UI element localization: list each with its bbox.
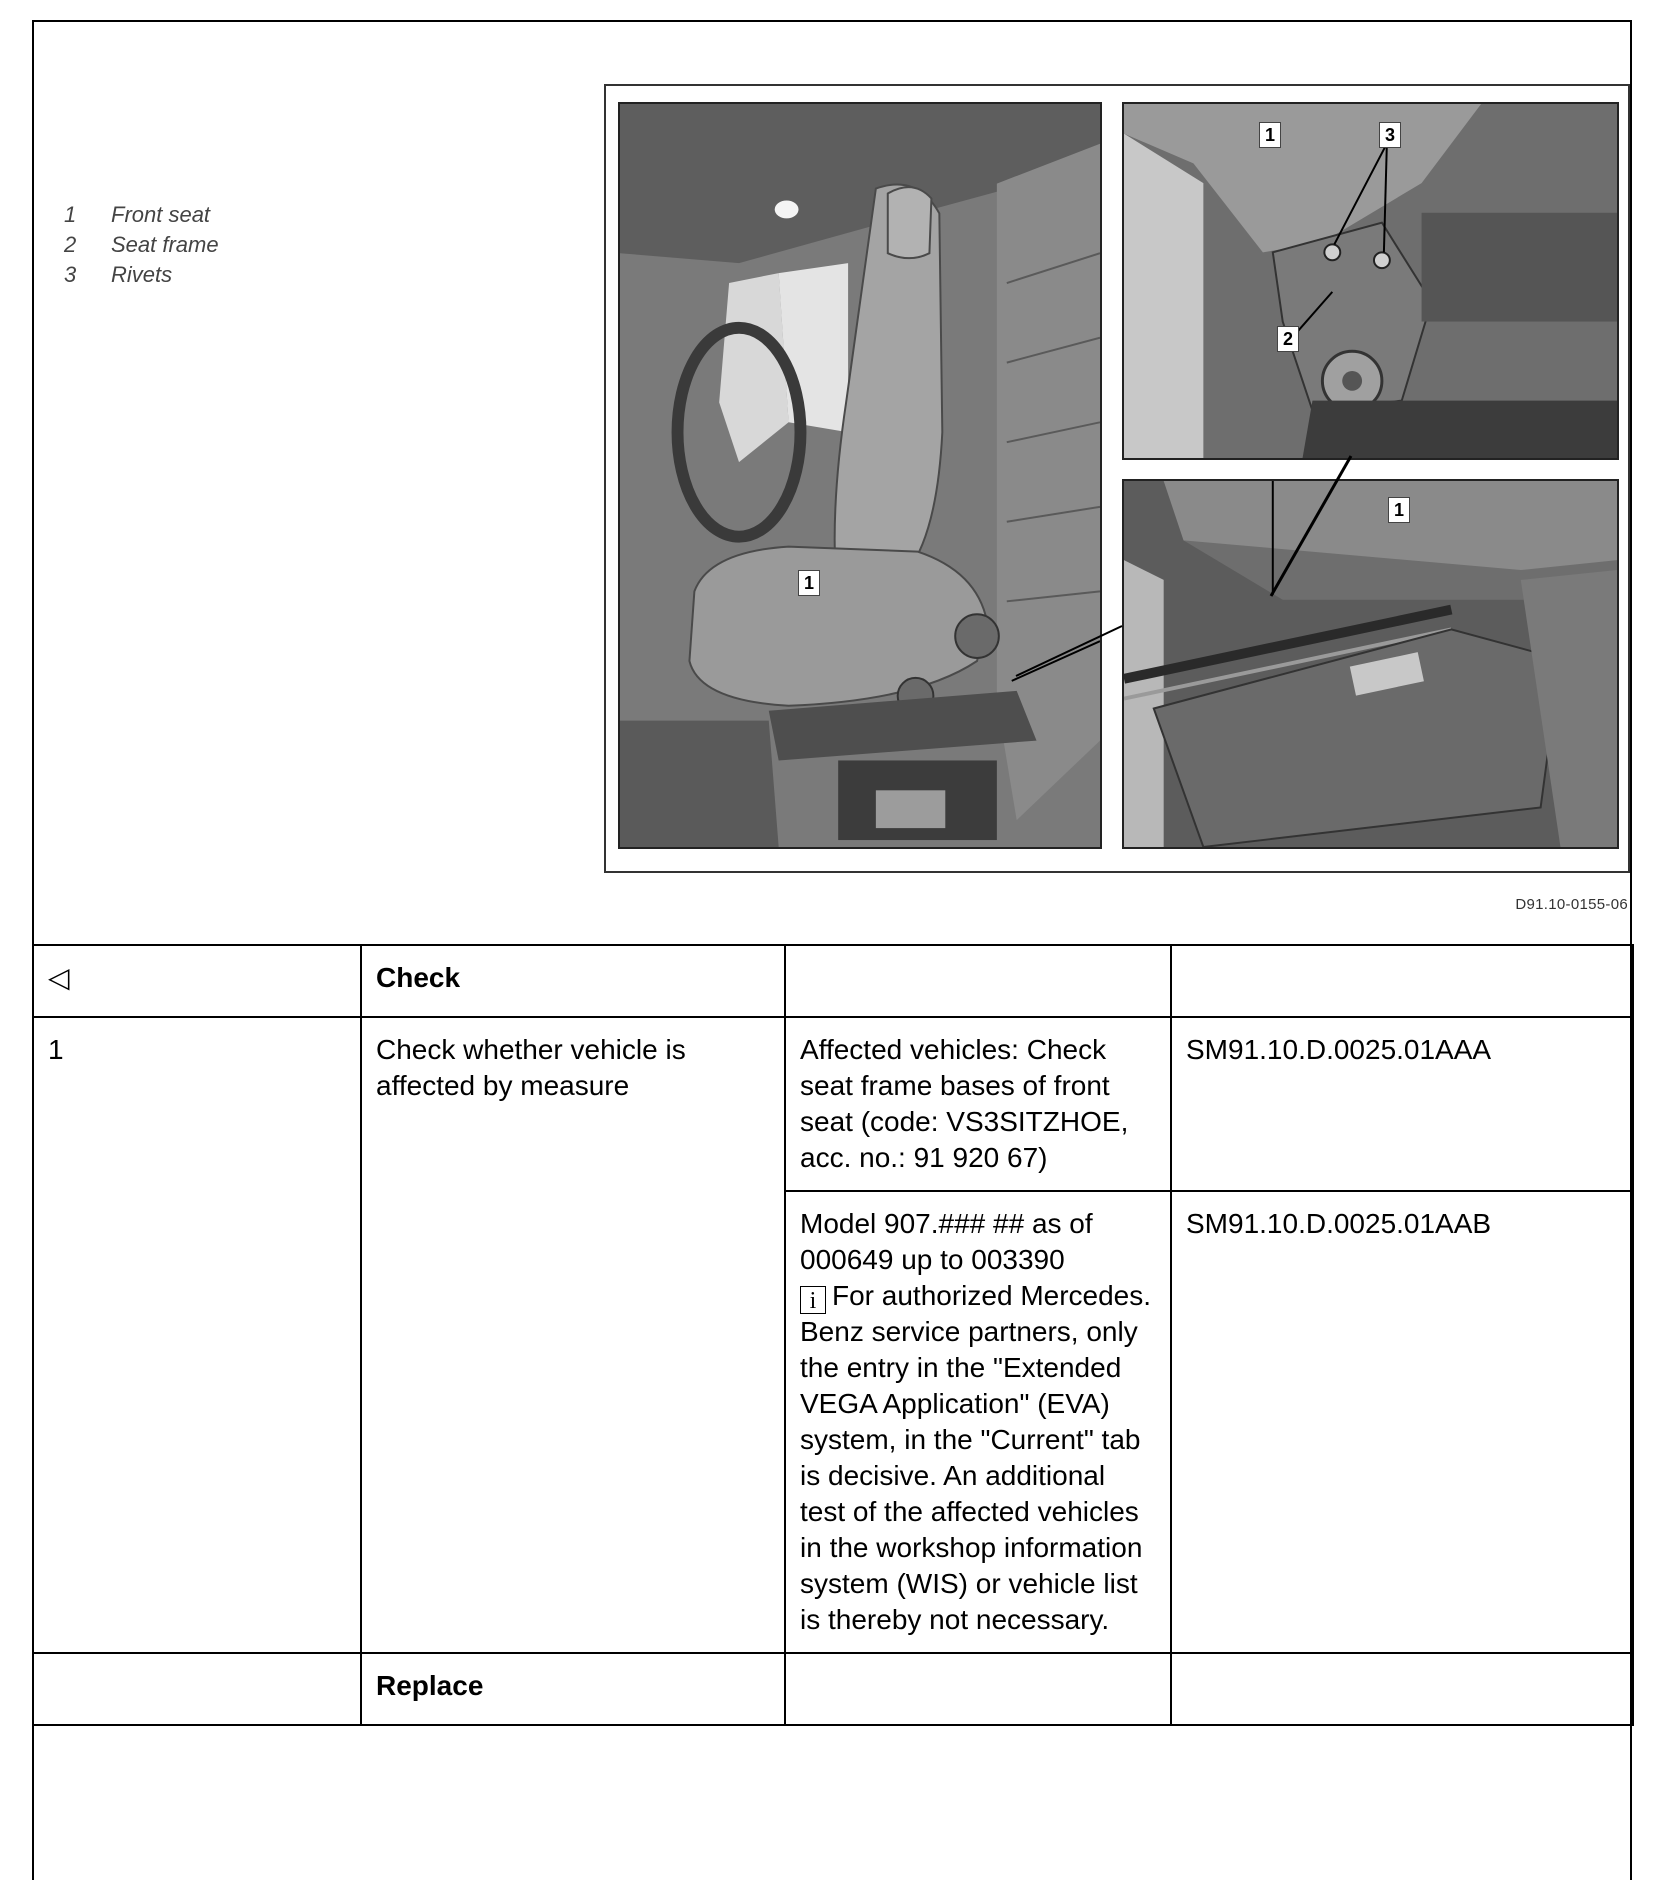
legend-item [64,200,219,230]
table-header-row [33,945,1633,1017]
callout-front-seat: 1 [798,570,820,596]
procedure-table-wrap [32,944,1632,1726]
step-arrow-icon: ◁ [48,962,70,993]
step-reference: SM91.10.D.0025.01AAB [1171,1191,1633,1653]
empty-cell [1171,945,1633,1017]
front-seat-photo [618,102,1102,849]
callout-seat-frame: 2 [1277,326,1299,352]
step-number: 1 [33,1017,361,1653]
empty-cell [785,945,1171,1017]
legend-label: Seat frame [111,232,219,257]
table-row [33,1017,1633,1191]
legend-item [64,260,219,290]
section-heading-replace: Replace [361,1653,785,1725]
legend-number: 1 [64,202,77,227]
step-condition [785,1191,1171,1653]
table-header-row [33,1653,1633,1725]
section-heading-check: Check [361,945,785,1017]
procedure-table [32,944,1634,1726]
step-condition: Affected vehicles: Check seat frame bases of front seat (code: VS3SITZHOE, acc. no.: 91 920 67) [785,1017,1171,1191]
legend-number: 3 [64,262,77,287]
callout-rivets: 3 [1379,122,1401,148]
under-seat-detail-photo [1122,479,1619,849]
info-icon: i [800,1286,826,1314]
empty-cell [1171,1653,1633,1725]
technical-figure [604,84,1630,873]
seat-frame-detail-photo [1122,102,1619,460]
step-reference: SM91.10.D.0025.01AAA [1171,1017,1633,1191]
legend-label: Front seat [111,202,211,227]
legend-item [64,230,219,260]
figure-id: D91.10-0155-06 [1515,896,1628,913]
condition-text: Model 907.### ## as of 000649 up to 003390 [800,1208,1093,1275]
seat-frame-illustration [1124,104,1617,458]
front-seat-illustration [620,104,1100,847]
empty-cell [33,1653,361,1725]
empty-cell [785,1653,1171,1725]
legend-number: 2 [64,232,77,257]
figure-legend [64,200,219,290]
step-action: Check whether vehicle is affected by measure [361,1017,785,1653]
under-seat-illustration [1124,481,1617,847]
callout-front-seat: 1 [1388,497,1410,523]
legend-label: Rivets [111,262,173,287]
callout-front-seat: 1 [1259,122,1281,148]
info-note: For authorized Mercedes. Benz service partners, only the entry in the "Extended VEGA Application" (EVA) system, in the "Current" tab is decisive. An additional test of the affected vehicles in the workshop information system (WIS) or vehicle list is thereby not necessary. [800,1280,1152,1635]
step-icon-cell [33,945,361,1017]
